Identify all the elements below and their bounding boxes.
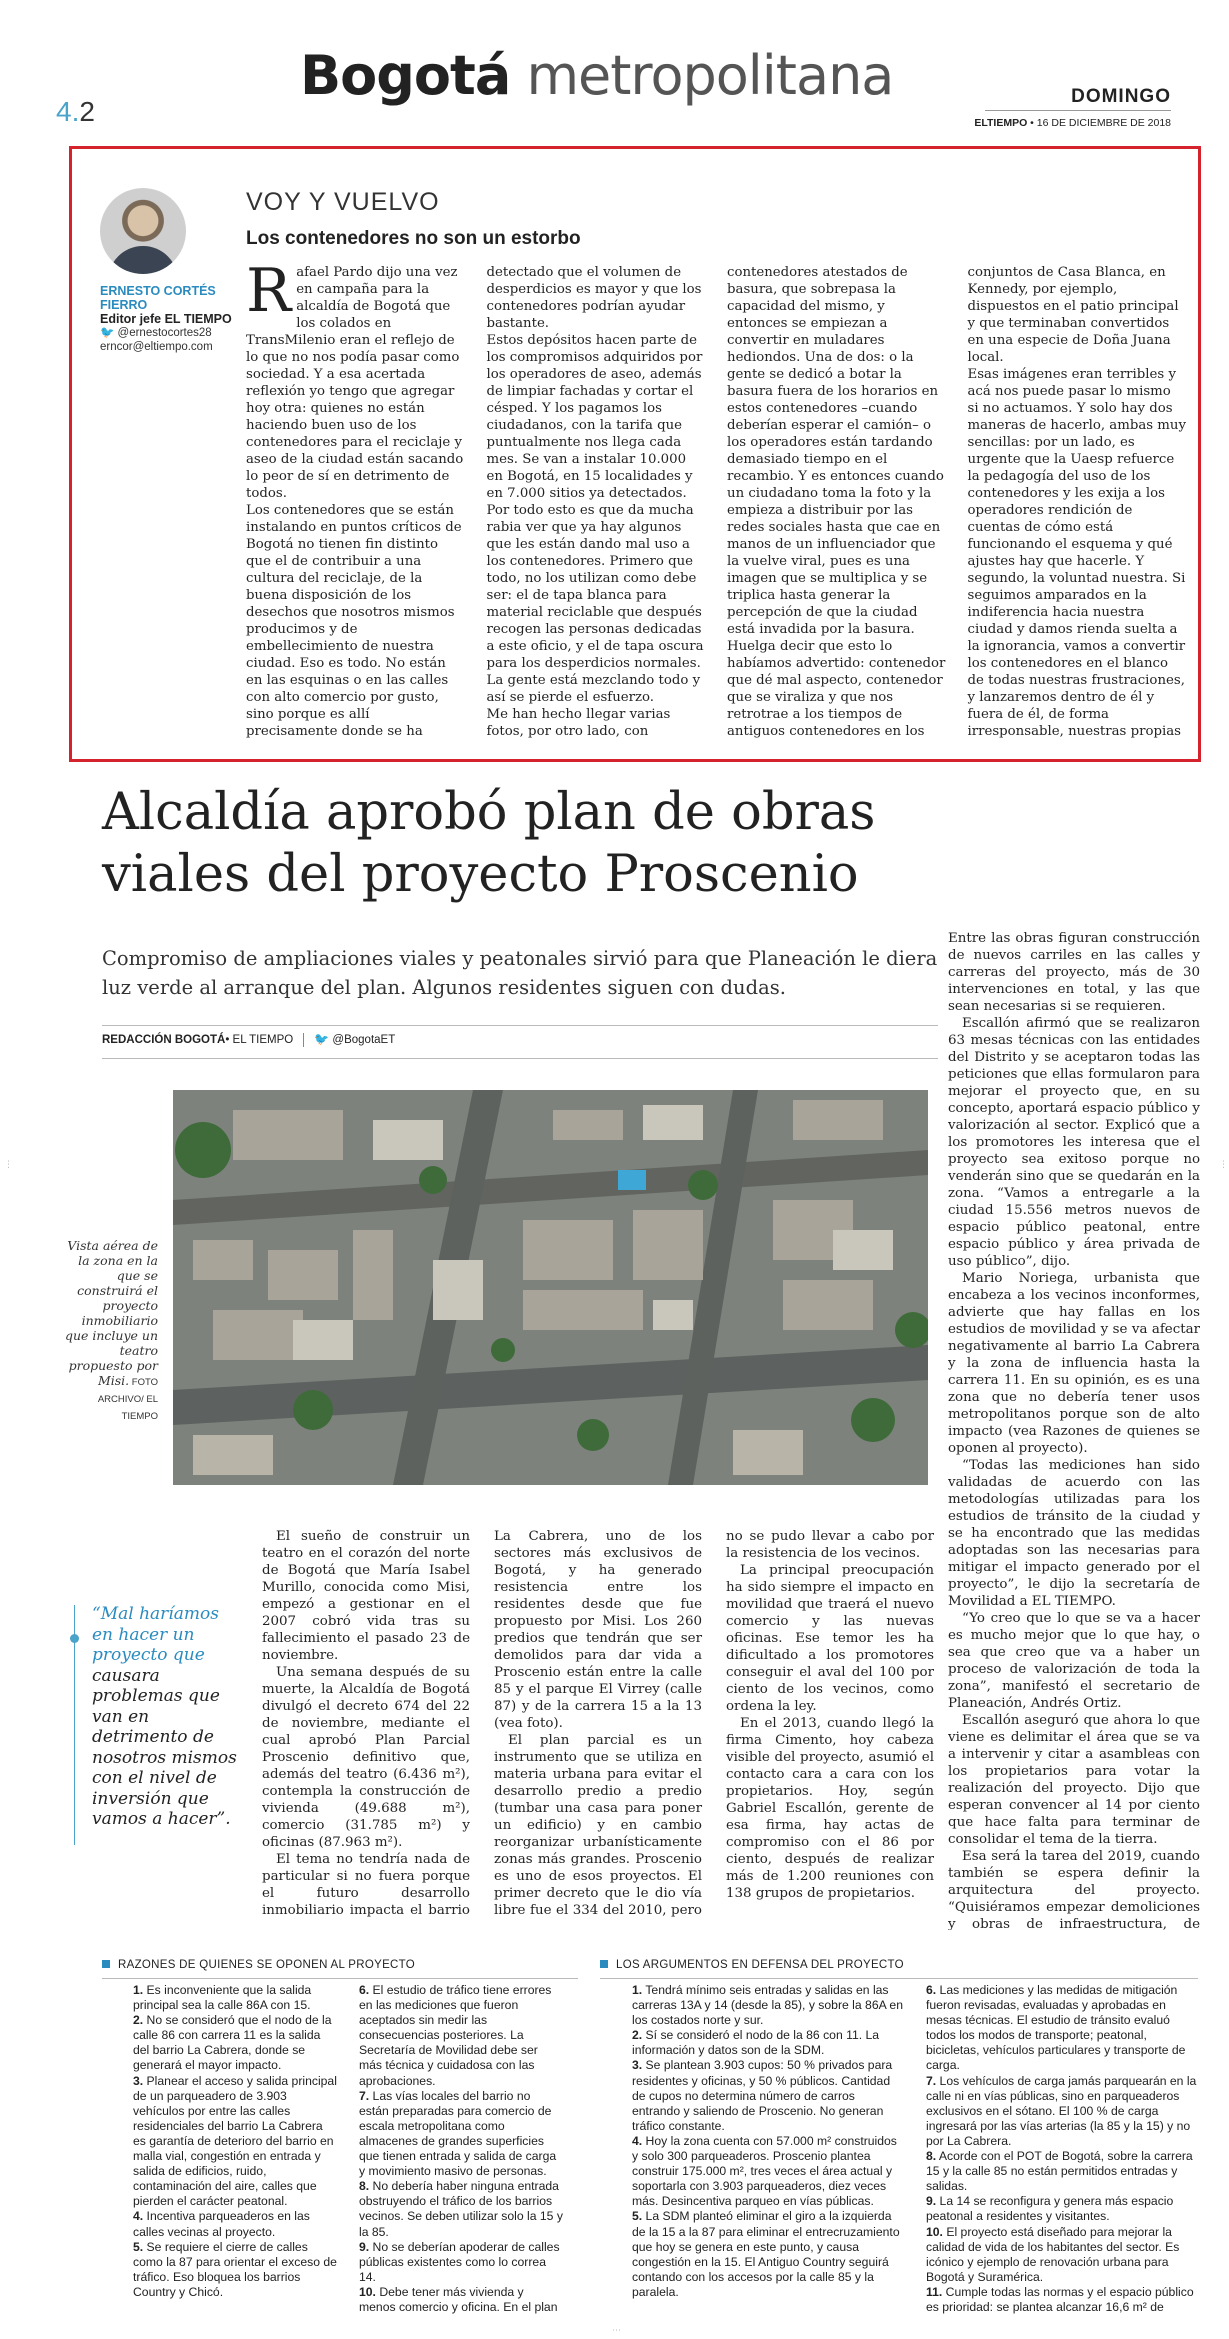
article-paragraph: Una semana después de su muerte, la Alcaldía de Bogotá divulgó el decreto 674 del 22 de noviembre, mediante el cual aprobó Plan Parcial Proscenio definitivo que, además del teatro (6.436 m²), contempla la construcción de vivienda (49.688 m²), comercio (31.785 m²) y oficinas (87.963 m²). <box>262 1665 470 1850</box>
list-item-text: Se requiere el cierre de calles como la 87 para orientar el exceso de tráfico. Eso bloquea los barrios Country y Chicó. <box>133 2239 337 2299</box>
article-paragraph: Mario Noriega, urbanista que encabeza a los vecinos inconformes, advierte que hay fallas en los estudios de movilidad y se va afectar negativamente al barrio La Cabrera y la zona de influencia hasta la carrera 11. En su opinión, es es una zona que no debería tener usos metropolitanos porque son de alto impacto (vea Razones de quienes se oponen al proyecto). <box>948 1271 1200 1456</box>
box-right-title <box>600 1959 904 1971</box>
box-left-title <box>102 1959 415 1971</box>
article-right-column <box>948 930 1200 1930</box>
list-item <box>632 2028 904 2058</box>
list-item-text: Tendrá mínimo seis entradas y salidas en las carreras 13A y 14 (desde la 85), y sobre la 86A en los costados norte y sur. <box>632 1983 903 2028</box>
list-item-number: 9. <box>926 2194 937 2209</box>
list-item-number: 8. <box>359 2179 370 2194</box>
list-item-number: 4. <box>632 2133 643 2148</box>
article-paragraph: El sueño de construir un teatro en el corazón del norte de Bogotá que María Isabel Murillo, conocida como Misi, empezó a gestionar en el 2007 cobró vida tras su fallecimiento el pasado 23 de noviembre. <box>262 1529 470 1663</box>
list-item-text: Las mediciones y las medidas de mitigación fueron revisadas, evaluadas y aprobadas en mesas técnicas. El estudio de tránsito evaluó todos los modos de transporte; peatonal, bicicletas, vehículos particulares y transporte de carga. <box>926 1983 1186 2073</box>
author-info <box>100 284 250 354</box>
list-item <box>133 2074 337 2210</box>
masthead-light: metropolitana <box>526 44 894 107</box>
page-number <box>56 96 95 128</box>
list-item <box>926 2225 1198 2285</box>
byline-paper: • EL TIEMPO <box>225 1034 294 1046</box>
list-item <box>926 1983 1198 2074</box>
list-item-number: 2. <box>632 2028 643 2043</box>
list-item-text: No debería haber ninguna entrada obstruyendo el tráfico de los barrios vecinos. Se deben utilizar solo la 15 y la 85. <box>359 2179 563 2239</box>
header-rule <box>985 110 1171 111</box>
box-left-title-text: RAZONES DE QUIENES SE OPONEN AL PROYECTO <box>118 1959 416 1971</box>
photo-credit: FOTO ARCHIVO/ EL TIEMPO <box>97 1377 158 1422</box>
article-paragraph: Entre las obras figuran construcción de nuevos carriles en las calles y carreras del proyecto, más de 30 intervenciones en total, y las que sean necesarias si se requieren. <box>948 931 1200 1014</box>
list-item-text: Hoy la zona cuenta con 57.000 m² construidos y solo 300 parqueaderos. Proscenio plantea construir 175.000 m², tres veces el área actual y soportarla con 3.903 parqueaderos, diez veces más. Desincentiva parqueo en vías públicas. <box>632 2133 897 2209</box>
byline-desk: REDACCIÓN BOGOTÁ <box>102 1034 226 1046</box>
fold-mark: ⋯ <box>612 2326 621 2336</box>
list-item <box>133 2013 337 2073</box>
article-headline: Alcaldía aprobó plan de obras viales del proyecto Proscenio <box>102 783 876 904</box>
article-paragraph: El tema no tendría nada de particular si no fuera porque el futuro desarrollo inmobiliario impacta el barrio La Cabrera, uno de los sectores más exclusivos de Bogotá, y ha generado resistencia entre los residentes desde que fue propuesto por Misi. Los 260 predios que tendrán que ser demolidos para dar vida a Proscenio están entre la calle 85 y el parque El Virrey (calle 87) y de la carrera 15 a la 13 (vea foto). <box>262 1529 702 1918</box>
list-item <box>133 1983 337 2013</box>
list-item <box>632 2134 904 2209</box>
photo-caption <box>62 1238 158 1424</box>
list-item <box>632 1983 904 2028</box>
list-item <box>133 2209 337 2239</box>
byline-rule <box>102 1058 938 1059</box>
column-paragraph: Estos depósitos hacen parte de los compromisos adquiridos por los operadores de aseo, además de limpiar fachadas y cortar el césped. Y los pagamos los ciudadanos, con la tarifa que puntualmente nos llega cada mes. Se van a instalar 10.000 en Bogotá, en 15 localidades y en 7.000 sitios ya detectados. <box>486 333 703 501</box>
article-deck: Compromiso de ampliaciones viales y peatonales sirvió para que Planeación le diera luz verde al arranque del plan. Algunos residentes siguen con dudas. <box>102 947 938 999</box>
author-twitter[interactable] <box>100 326 250 340</box>
list-item <box>632 2058 904 2133</box>
author-avatar <box>100 188 186 274</box>
article-paragraph: Esa será la tarea del 2019, cuando también se espera definir la arquitectura del proyecto. “Quisiéramos empezar demoliciones y obras de infraestructura, de <box>948 1849 1200 1930</box>
pullquote-highlight: “Mal haríamos en hacer un proyecto que <box>92 1604 219 1665</box>
list-item <box>926 2194 1198 2224</box>
column-paragraph: Los contenedores que se están instalando en puntos críticos de Bogotá no tienen fin distinto que el de contribuir a una cultura del reciclaje, de la buena disposición de los desechos que nosotros mismos producimos y de embellecimiento de nuestra ciudad. Eso es todo. No están en las esquinas o en las calles con alto comercio por gusto, sino porque es allí precisamente donde se ha detectado que el volumen de desperdicios es mayor y que los contenedores podrían ayudar bastante. <box>246 265 702 739</box>
aerial-photo <box>173 1090 928 1485</box>
square-bullet-icon <box>600 1960 608 1968</box>
list-item-number: 11. <box>926 2284 943 2299</box>
list-item-number: 5. <box>632 2209 643 2224</box>
box-right-list <box>632 1983 1198 2328</box>
dropcap: R <box>246 264 292 326</box>
list-item-number: 9. <box>359 2239 370 2254</box>
article-paragraph: La principal preocupación ha sido siempre el impacto en movilidad que traerá el nuevo comercio y las nuevas oficinas. Ese temor les ha dificultado a los promotores conseguir el aval del 100 por ciento de los vecinos, como ordena la ley. <box>726 1563 934 1714</box>
author-twitter-handle: @ernestocortes28 <box>117 327 212 339</box>
column-paragraph: Huelga decir que esto lo habíamos advertido: contenedor que dé mal aspecto, contenedor que se viraliza y que nos retrotrae a los tiempos de antiguos contenedores en los conjuntos de Casa Blanca, en Kennedy, por ejemplo, dispuestos en el patio principal y que terminaban convertidos en una especie de Doña Juana local. <box>727 265 1179 739</box>
list-item-text: El proyecto está diseñado para mejorar la calidad de vida de los habitantes del sector. Es icónico y ejemplo de renovación urbana para Bogotá y Suramérica. <box>926 2224 1180 2284</box>
list-item-number: 8. <box>926 2149 937 2164</box>
twitter-bird-icon: 🐦 <box>100 327 115 339</box>
column-section: VOY Y VUELVO <box>246 188 440 216</box>
article-paragraph: El plan parcial es un instrumento que se utiliza en materia urbana para evitar el desarrollo predio a predio (tumbar una casa para poner un edificio) y en cambio reorganizar urbanísticamente zonas más grandes. Proscenio es uno de esos proyectos. El primer decreto que le dio vía libre fue el 334 del 2010, pero no se pudo llevar a cabo por la resistencia de los vecinos. <box>494 1529 934 1918</box>
list-item-number: 10. <box>359 2284 376 2299</box>
list-item-text: Las vías locales del barrio no están preparadas para comercio de escala metropolitana como almacenes de grandes superficies que tienen entrada y salida de carga y movimiento masivo de personas. <box>359 2088 557 2179</box>
list-item-text: Se plantean 3.903 cupos: 50 % privados para residentes y oficinas, y 50 % públicos. Cantidad de cupos no determina número de carros entrando y saliendo de Proscenio. No generan tráfico constante. <box>632 2058 893 2133</box>
box-right-rule <box>600 1978 1198 1979</box>
masthead <box>300 44 893 107</box>
list-item-number: 7. <box>359 2088 370 2103</box>
masthead-bold: Bogotá <box>300 44 511 107</box>
byline <box>102 1032 395 1047</box>
list-item-text: Acorde con el POT de Bogotá, sobre la carrera 15 y la calle 85 no están permitidos entradas y salidas. <box>926 2149 1193 2194</box>
list-item-text: Debe tener más vivienda y menos comercio y oficina. En el plan <box>359 2284 558 2314</box>
list-item-text: La SDM planteó eliminar el giro a la izquierda de la 15 a la 87 para eliminar el entrecruzamiento que hoy se genera en este punto, y causa congestión en la 15. El Antiguo Country seguirá contando con los accesos por la calle 85 y la paralela. <box>632 2209 900 2299</box>
list-item-number: 1. <box>632 1983 643 1997</box>
list-item <box>133 2240 337 2300</box>
list-item-text: Es inconveniente que la salida principal sea la calle 86A con 15. <box>133 1983 312 2013</box>
article-paragraph: Escallón afirmó que se realizaron 63 mesas técnicas con las entidades del Distrito y se aceptaron todas las peticiones que ellas formularon para mejorar el proyecto que, en su concepto, aportará espacio público y valorización al sector. Explicó que a los promotores les interesa que el proyecto sea exitoso porque no venderán sino que se quedarán en la zona. “Vamos a entregarle a la ciudad 15.556 metros nuevos de espacio público peatonal, entre espacio público y área privada de uso público”, dijo. <box>948 1016 1200 1269</box>
list-item-number: 3. <box>133 2073 144 2088</box>
column-paragraph: Me han hecho llegar varias fotos, por otro lado, con contenedores atestados de basura, que sobrepasa la capacidad del mismo, y entonces se empiezan a convertir en muladares hediondos. Una de dos: o la gente se dedicó a botar la basura fuera de los horarios en estos contenedores –cuando deberían esperar el camión– o los operadores están tardando demasiado tiempo en el recambio. Y es entonces cuando un ciudadano toma la foto y la empieza a distribuir por las redes sociales hasta que cae en manos de un influenciador que la vuelve viral, pues es una imagen que se multiplica y se triplica hasta generar la percepción de que la ciudad está invadida por la basura. <box>486 265 944 739</box>
pullquote <box>92 1604 242 1830</box>
byline-rule <box>102 1025 938 1026</box>
list-item-number: 6. <box>926 1983 937 1997</box>
column-paragraph: Rafael Pardo dijo una vez en campaña para la alcaldía de Bogotá que los colados en TransMilenio eran el reflejo de lo que no nos podía pasar como sociedad. Y a esa acertada reflexión yo tengo que agregar hoy otra: quienes no están haciendo buen uso de los contenedores para el reciclaje y aseo de la ciudad están sacando lo peor de sí en detrimento de todos. <box>246 264 464 501</box>
list-item <box>359 2240 563 2285</box>
aerial-photo-illustration <box>173 1090 928 1485</box>
article-paragraph: Escallón aseguró que ahora lo que viene es delimitar el área que se va a intervenir y citar a asambleas con los propietarios para votar la realización del proyecto. Dijo que esperan convencer al 14 por ciento que hace falta para terminar de consolidar el tema de la tierra. <box>948 1713 1200 1847</box>
article-paragraph: En el 2013, cuando llegó la firma Cimento, hoy cabeza visible del proyecto, asumió el contacto cara a cara con los propietarios. Hoy, según Gabriel Escallón, gerente de esa firma, hay actas de compromiso con el 86 por ciento, después de realizar más de 1.200 reuniones con 138 grupos de propietarios. <box>726 1716 934 1901</box>
list-item-text: No se consideró que el nodo de la calle 86 con carrera 11 es la salida del barrio La Cabrera, donde se generará el mayor impacto. <box>133 2013 332 2073</box>
page-number-digit: 2 <box>79 96 95 127</box>
paper-name: ELTIEMPO <box>974 117 1028 129</box>
list-item <box>632 2209 904 2300</box>
author-role: Editor jefe EL TIEMPO <box>100 312 232 326</box>
article-paragraph: “Todas las mediciones han sido validadas de acuerdo con las metodologías utilizadas para los estudios de tránsito de la ciudad y se ha encontrado que las medidas adoptadas son las necesarias para mitigar el impacto generado por el proyecto”, le dijo la secretaría de Movilidad a EL TIEMPO. <box>948 1458 1200 1609</box>
box-left-rule <box>102 1978 578 1979</box>
fold-mark: ⋮ <box>4 1160 13 1170</box>
author-email[interactable]: erncor@eltiempo.com <box>100 341 213 353</box>
list-item <box>926 2149 1198 2194</box>
list-item-number: 3. <box>632 2058 643 2073</box>
author-name: ERNESTO CORTÉS FIERRO <box>100 284 216 312</box>
list-item-number: 4. <box>133 2209 144 2224</box>
pullquote-rest: causara problemas que van en detrimento de nosotros mismos con el nivel de inversión que vamos a hacer”. <box>92 1665 237 1829</box>
dateline <box>974 117 1171 129</box>
list-item-text: Incentiva parqueaderos en las calles vecinas al proyecto. <box>133 2209 310 2239</box>
list-item-text: No se deberían apoderar de calles públicas existentes como lo correa 14. <box>359 2239 560 2284</box>
list-item <box>359 2179 563 2239</box>
day-label: DOMINGO <box>1071 86 1171 107</box>
list-item-text: Los vehículos de carga jamás parquearán en la calle ni en vías públicas, sino en parqueaderos exclusivos en el sótano. El 100 % de carga ingresará por las vías arterias (la 85 y la 15) y no por La Cabrera. <box>926 2073 1197 2148</box>
list-item-text: Sí se consideró el nodo de la 86 con 11. La información y datos son de la SDM. <box>632 2028 880 2058</box>
byline-twitter[interactable]: @BogotaET <box>332 1034 396 1046</box>
column-paragraph: Por todo esto es que da mucha rabia ver que ya hay algunos que les están dando mal uso a los contenedores. Primero que todo, no los utilizan como debe ser: el de tapa blanca para material reciclable que después recogen las personas dedicadas a este oficio, y el de tapa oscura para los desperdicios normales. La gente está mezclando todo y así se pierde el esfuerzo. <box>486 503 704 705</box>
list-item-number: 7. <box>926 2073 937 2088</box>
list-item-text: Planear el acceso y salida principal de un parqueadero de 3.903 vehículos por entre las calles residenciales del barrio La Cabrera es garantía de deterioro del barrio en malla vial, congestión en entrada y salida de edificios, ruido, contaminación del aire, calles que pierden el carácter peatonal. <box>133 2073 337 2209</box>
article-paragraph: “Yo creo que lo que se va a hacer es mucho mejor que lo que hay, o sea que creo que va a haber un proceso de valorización de toda la zona”, manifestó el secretario de Planeación, Andrés Ortiz. <box>948 1611 1200 1711</box>
article-body <box>262 1528 934 1920</box>
date: • 16 DE DICIEMBRE DE 2018 <box>1027 117 1171 129</box>
list-item <box>359 1983 563 2089</box>
list-item-text: La 14 se reconfigura y genera más espacio peatonal a residentes y visitantes. <box>926 2194 1174 2224</box>
column-title: Los contenedores no son un estorbo <box>246 228 581 249</box>
fold-mark: ⋮ <box>1219 1160 1228 1170</box>
box-right-title-text: LOS ARGUMENTOS EN DEFENSA DEL PROYECTO <box>616 1959 904 1971</box>
column-body <box>246 264 1186 754</box>
list-item-number: 1. <box>133 1983 144 1997</box>
box-left-list <box>133 1983 563 2328</box>
square-bullet-icon <box>102 1960 110 1968</box>
list-item-text: El estudio de tráfico tiene errores en las mediciones que fueron aceptados sin medir las consecuencias posteriores. La Secretaría de Movilidad debe ser más técnica y cuidadosa con las aprobaciones. <box>359 1983 552 2088</box>
pullquote-dot <box>70 1634 79 1643</box>
photo-caption-text: Vista aérea de la zona en la que se construirá el proyecto inmobiliario que incluye un teatro propuesto por Misi. <box>64 1238 158 1388</box>
twitter-bird-icon: 🐦 <box>314 1032 330 1046</box>
list-item-number: 2. <box>133 2013 144 2028</box>
list-item-number: 10. <box>926 2224 943 2239</box>
list-item <box>926 2074 1198 2149</box>
page-section: 4. <box>56 96 80 127</box>
column-paragraph: Esas imágenes eran terribles y acá nos puede pasar lo mismo si no actuamos. Y solo hay dos maneras de hacerlo, ambas muy sencillas: por un lado, es urgente que la Uaesp refuerce la pedagogía del uso de los contenedores y les exija a los operadores rendición de cuentas de cómo está funcionando el esquema y qué ajustes hay que hacerle. Y segundo, la voluntad nuestra. Si seguimos amparados en la indiferencia hacia nuestra ciudad y damos rienda suelta a la ignorancia, vamos a convertir los contenedores en el blanco de todas nuestras frustraciones, y lanzaremos dentro de él y fuera de él, de forma irresponsable, nuestras propias <box>967 367 1186 739</box>
list-item-text: Cumple todas las normas y el espacio público es prioridad: se plantea alcanzar 16,6 m² de <box>926 2284 1194 2314</box>
list-item-number: 6. <box>359 1983 370 1997</box>
list-item <box>359 2089 563 2180</box>
list-item-number: 5. <box>133 2239 144 2254</box>
